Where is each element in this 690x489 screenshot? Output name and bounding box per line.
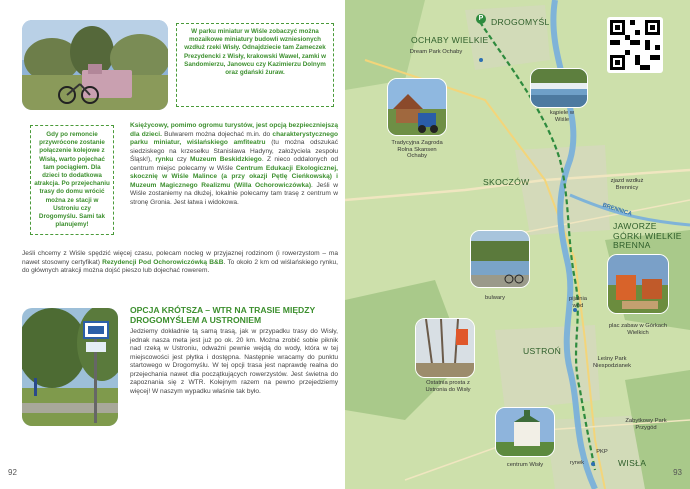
town-skoczow: SKOCZÓW — [483, 177, 530, 187]
map-photo-centrum-wisly — [495, 407, 555, 457]
text: czy — [173, 156, 190, 163]
label-dream-park: Dream Park Ochaby — [409, 49, 463, 55]
text: . To około 2 km od wiślańskiego rynku, do głównych atrakcji można dojść pieszo lub dojechać rowerem. — [22, 258, 339, 274]
paragraph-nocleg — [22, 250, 338, 276]
info-box-park-miniatur — [176, 23, 334, 107]
start-marker-label: P — [478, 15, 484, 22]
map-photo-plac-zabaw-image — [608, 255, 669, 314]
label-kapiele: kąpiele w Wiśle — [549, 110, 575, 123]
label-pkp: PKP — [596, 449, 608, 455]
text-green: rynku — [155, 156, 174, 163]
paragraph-opcja-krotsza: Jedziemy dokładnie tą samą trasą, jak w przypadku trasy do Wisły, jednak nasza meta jest już po ok. 20 km. Można zrobić sobie piknik nad rzeką w Ustroniu, odważni pewnie wejdą do wody, która w tej miejscowości jest płytka i dostępna. Następnie wracamy do punktu startowego w Drogomyślu. W tej opcji trasa jest naprawdę realna do przejechania nawet dla początkujących rowerzystów. Jest świetna do zapoznania się z WTR. Kolejnym razem na pewno przejedziemy więcej! W naszym wypadku właśnie tak było. — [130, 328, 338, 395]
section-heading-opcja-krotsza: OPCJA KRÓTSZA – WTR NA TRASIE MIĘDZY DROGOMYŚLEM A USTRONIEM — [130, 305, 316, 325]
label-zjazd: zjazd wzdłuż Brennicy — [610, 178, 644, 191]
map-photo-bulwary — [470, 230, 530, 288]
label-zabytkowy-park: Zabytkowy Park Przygód — [625, 418, 667, 431]
label-brennica: BRENNICA — [601, 202, 633, 218]
photo-przystanek — [22, 308, 118, 426]
map-photo-kapiele-image — [531, 69, 588, 108]
text-green: Centrum Edukacji Ekologicznej, skocznię w Wiśle Malince (a przy okazji Pętlę Cieńkowską) i Muzeum Magicznego Realizmu (Willa Ochorowiczówka) — [130, 164, 338, 189]
paragraph-wisla-atrakcje — [130, 122, 338, 207]
label-zagroda: Tradycyjna Zagroda Rolna Skansen Ochaby — [391, 140, 443, 159]
map-page — [345, 0, 690, 489]
info-box-park-miniatur-text: W parku miniatur w Wiśle zobaczyć można mozaikowe miniatury budowli wzniesionych wzdłuż rzeki Wisły. Odnajdziecie tam Zameczek Prezydencki z Wisły, krakowski Wawel, zamki w Sandomierzu, Janowcu czy Kazimierzu Dolnym oraz gdański żuraw. — [183, 28, 327, 77]
town-wisla: WISŁA — [618, 458, 647, 468]
label-centrum-wisly: centrum Wisły — [506, 462, 544, 468]
text-green: Księżycowy, pomimo ogromu turystów, jest opcją bezpieczniejszą dla dzieci. — [130, 122, 338, 138]
info-box-kolej — [30, 125, 114, 235]
map-photo-centrum-wisly-image — [496, 408, 555, 457]
page-number-right: 93 — [673, 468, 682, 477]
town-jaworze — [613, 222, 687, 251]
text-green: Muzeum Beskidzkiego — [189, 156, 262, 163]
text: . Z nieco oddalonych od centrum miejsc polecamy w Wiśle — [130, 156, 338, 172]
town-ustron: USTROŃ — [523, 346, 562, 356]
town-drogomysl: DROGOMYŚL — [491, 17, 550, 27]
photo-park-miniatur-image — [22, 20, 168, 110]
town-ochaby: OCHABY WIELKIE — [411, 35, 489, 45]
text: Jeśli chcemy z Wiśle spędzić więcej czasu, polecam nocleg w przyjaznej rodzinom (i rowerzystom – ma nawet stosowny certyfikat) — [22, 250, 338, 266]
photo-park-miniatur — [22, 20, 168, 110]
map-photo-bulwary-image — [471, 231, 530, 288]
text-green: charakterystycznego parku miniatur, wiślańskiego amfiteatru — [130, 130, 339, 146]
map-pin-dream-park — [479, 58, 483, 62]
label-plac-zabaw: plac zabaw w Górkach Wielkich — [608, 323, 668, 336]
start-marker-icon — [476, 14, 486, 24]
text: (tu można odszukać siedziskego na krzesełku Stanisława Hadyny, założyciela zespołu Śląsk!), — [130, 139, 338, 163]
label-lesny-park: Leśny Park Niespodzianek — [592, 356, 632, 369]
qr-code[interactable] — [607, 17, 663, 73]
qr-code-icon — [610, 20, 660, 70]
map-photo-ostatnia-prosta-image — [416, 319, 475, 378]
label-bulwary: bulwary — [485, 295, 505, 301]
map-photo-zagroda — [387, 78, 447, 136]
town-jaworze-label: JAWORZE GÓRKI WIELKIE BRENNA — [613, 221, 682, 250]
map-pin-rynek — [591, 462, 595, 466]
label-rynek: rynek — [569, 460, 585, 466]
map-photo-kapiele — [530, 68, 588, 108]
map-photo-ostatnia-prosta — [415, 318, 475, 378]
text-green: Rezydencji Pod Ochorowiczówką B&B — [102, 258, 224, 266]
label-ostatnia-prosta: Ostatnia prosta z Ustronia do Wisły — [425, 380, 471, 393]
page-number-left: 92 — [8, 468, 17, 477]
photo-przystanek-image — [22, 308, 118, 426]
label-pijalnia: pijalnia wód — [568, 296, 588, 309]
map-pin-pijalnia — [573, 308, 577, 312]
map-photo-zagroda-image — [388, 79, 447, 136]
text: Bulwarem można dojechać m.in. do — [161, 130, 273, 138]
map-photo-plac-zabaw — [607, 254, 669, 314]
info-box-kolej-text: Gdy po remoncie przywrócone zostanie połączenie kolejowe z Wisłą, warto pojechać tam pociągiem. Dla dzieci to dodatkowa atrakcja. Po przejechaniu trasy do domu wrócić można ze stacji w Ustroniu czy Drogomyślu. Sami tak planujemy! — [34, 131, 110, 229]
text: . Jeśli w Wiśle zostaniemy na dłużej, lokalnie polecamy tam trasę z centrum w stronę Gronia. Jest łatwa i widokowa. — [130, 181, 339, 206]
